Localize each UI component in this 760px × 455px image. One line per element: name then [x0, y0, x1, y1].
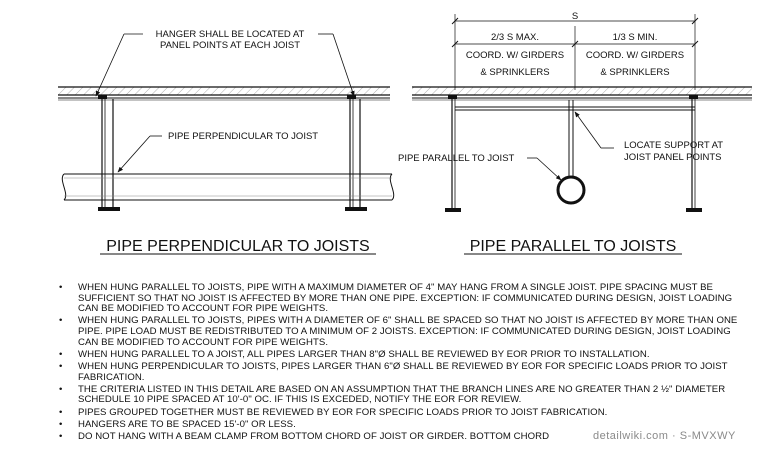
pipe-parallel-label: PIPE PARALLEL TO JOIST — [398, 153, 515, 164]
notes-list — [58, 283, 738, 444]
note-7: • HANGERS ARE TO BE SPACED 15'-0" OR LESS. — [58, 420, 738, 431]
note-5: • THE CRITERIA LISTED IN THIS DETAIL ARE BASED ON AN ASSUMPTION THAT THE BRANCH LINES ARE NO GREATER THAN 2 ½" DIAMETER SCHEDULE 10 PIPE SPACED AT 10'-0" OC. IF THIS IS EXCEDED, NOTIFY THE EOR FOR REVIEW. — [58, 385, 738, 406]
support-note-line2: JOIST PANEL POINTS — [624, 152, 722, 163]
note-1: • WHEN HUNG PARALLEL TO JOISTS, PIPE WITH A MAXIMUM DIAMETER OF 4" MAY HANG FROM A SINGLE JOIST. PIPE SPACING MUST BE SUFFICIENT SO THAT NO JOIST IS AFFECTED BY MORE THAN ONE PIPE. EXCEPTION: IF COMMUNICATED DURING DESIGN, JOIST LOADING CAN BE MODIFIED TO ACCOUNT FOR PIPE WEIGHTS. — [58, 283, 738, 315]
coord-left-line2: & SPRINKLERS — [480, 67, 550, 78]
note-6: • PIPES GROUPED TOGETHER MUST BE REVIEWED BY EOR FOR SPECIFIC LOADS PRIOR TO JOIST FABRICATION. — [58, 408, 738, 419]
coord-left-line1: COORD. W/ GIRDERS — [465, 50, 565, 61]
left-deck — [58, 87, 390, 100]
pipe-perp-leader — [118, 136, 162, 172]
right-deck — [412, 87, 752, 100]
pipe-perp-label: PIPE PERPENDICULAR TO JOIST — [168, 131, 319, 142]
note-8: • DO NOT HANG WITH A BEAM CLAMP FROM BOTTOM CHORD OF JOIST OR GIRDER. BOTTOM CHORD — [58, 432, 738, 443]
left-zone-label: 2/3 S MAX. — [490, 32, 540, 43]
support-note-leader — [575, 112, 614, 148]
hanger-note-line1: HANGER SHALL BE LOCATED AT — [155, 29, 305, 40]
pipe-parallel-leader — [527, 158, 561, 180]
support-note-line1: LOCATE SUPPORT AT — [624, 140, 724, 151]
left-detail-title: PIPE PERPENDICULAR TO JOISTS — [106, 238, 370, 255]
left-detail — [58, 29, 394, 255]
right-zone-label: 1/3 S MIN. — [612, 32, 658, 43]
note-4: • WHEN HUNG PERPENDICULAR TO JOISTS, PIPES LARGER THAN 6"Ø SHALL BE REVIEWED BY EOR FOR SPECIFIC LOADS PRIOR TO JOIST FABRICATION. — [58, 362, 738, 383]
left-pipe — [62, 174, 393, 200]
coord-right-line2: & SPRINKLERS — [600, 67, 670, 78]
left-joist-1 — [98, 95, 120, 211]
watermark: detailwiki.com · S-MVXWY — [593, 430, 736, 442]
coord-right-line1: COORD. W/ GIRDERS — [585, 50, 685, 61]
note-3: • WHEN HUNG PARALLEL TO A JOIST, ALL PIPES LARGER THAN 8"Ø SHALL BE REVIEWED BY EOR PRIOR TO INSTALLATION. — [58, 350, 738, 361]
joist-parallel — [455, 107, 695, 110]
right-detail — [398, 11, 752, 255]
right-detail-title: PIPE PARALLEL TO JOISTS — [469, 238, 677, 255]
hanger-note-line2: PANEL POINTS AT EACH JOIST — [159, 40, 301, 51]
span-label: S — [571, 11, 579, 22]
right-pipe-section — [558, 177, 584, 203]
note-2: • WHEN HUNG PARALLEL TO JOISTS, PIPES WITH A DIAMETER OF 6" SHALL BE SPACED SO THAT NO JOIST IS AFFECTED BY MORE THAN ONE PIPE. PIPE LOAD MUST BE REDISTRIBUTED TO A MINIMUM OF 2 JOISTS. EXCEPTION: IF COMMUNICATED DURING DESIGN, JOIST LOADING CAN BE MODIFIED TO ACCOUNT FOR PIPE WEIGHTS. — [58, 316, 738, 348]
right-hanger-rod — [569, 100, 573, 178]
left-joist-2 — [345, 95, 367, 211]
